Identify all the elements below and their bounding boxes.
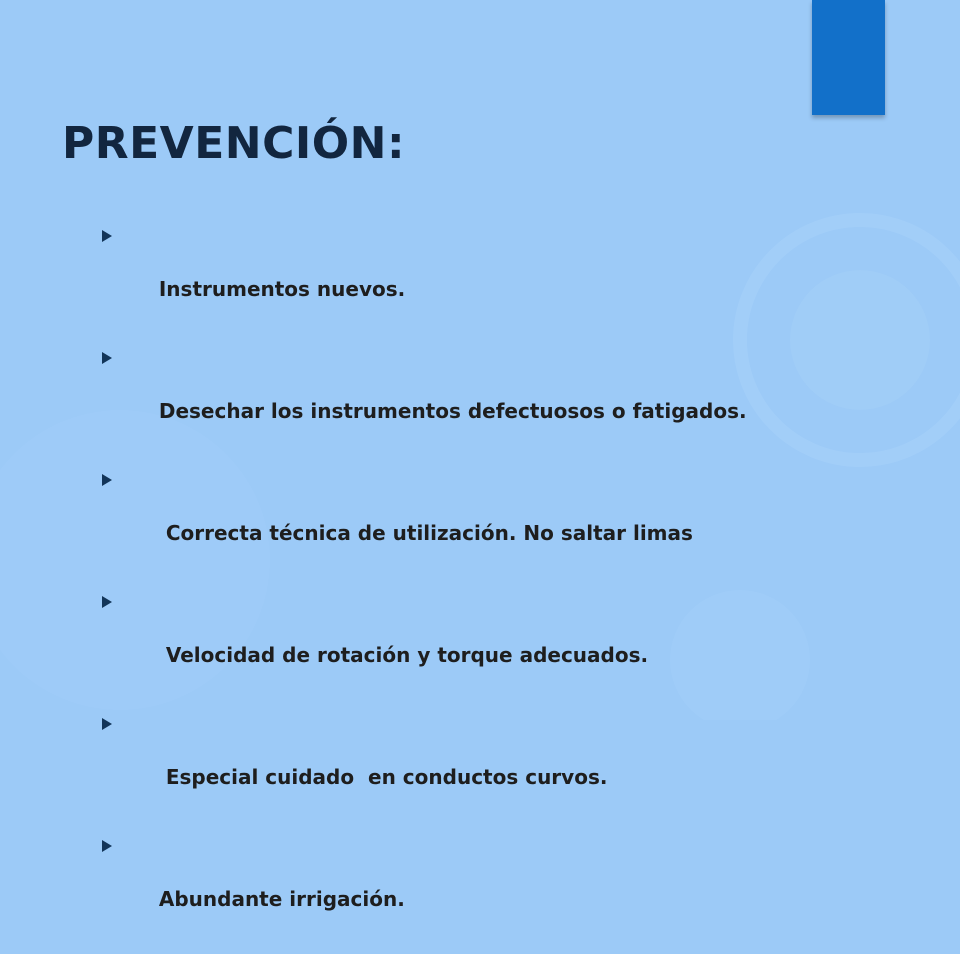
bullet-item (100, 222, 800, 330)
right-triangle-icon (102, 596, 112, 608)
bullet-text: Instrumentos nuevos. (158, 277, 406, 301)
slide-title: PREVENCIÓN: (62, 118, 406, 169)
bullet-item (100, 466, 800, 574)
bullet-text: Velocidad de rotación y torque adecuados. (158, 643, 649, 667)
right-triangle-icon (102, 474, 112, 486)
right-triangle-icon (102, 840, 112, 852)
bullet-item (100, 344, 800, 452)
bullet-text: Correcta técnica de utilización. No saltar limas (158, 521, 693, 545)
bullet-text: Abundante irrigación. (158, 887, 405, 911)
bullet-text: Especial cuidado en conductos curvos. (158, 765, 608, 789)
right-triangle-icon (102, 230, 112, 242)
bullet-item (100, 710, 800, 818)
bullet-item (100, 588, 800, 696)
accent-bar (812, 0, 885, 115)
right-triangle-icon (102, 352, 112, 364)
bullet-item (100, 832, 800, 940)
bullet-text: Desechar los instrumentos defectuosos o fatigados. (158, 399, 747, 423)
bullet-list (100, 222, 800, 954)
